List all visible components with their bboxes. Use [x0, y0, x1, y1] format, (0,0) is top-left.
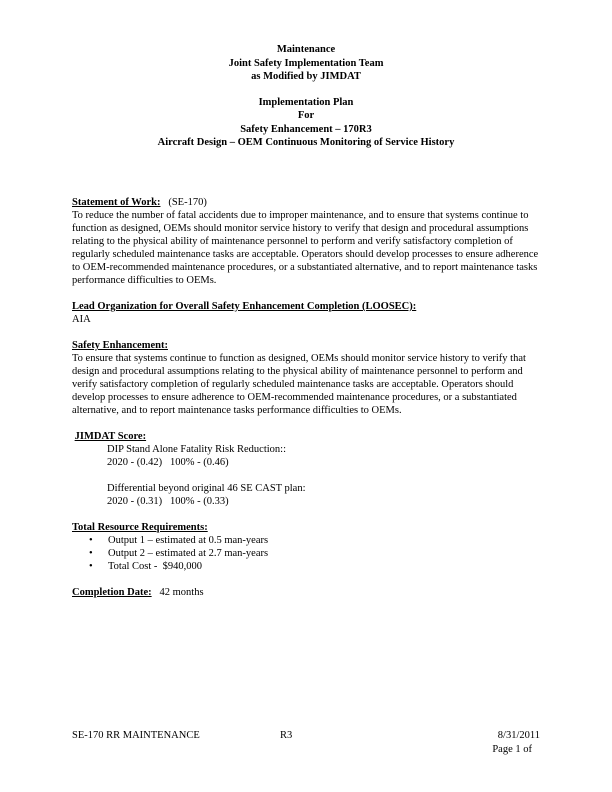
list-item — [72, 534, 542, 547]
jimdat-score-title — [72, 430, 542, 443]
jimdat-score-section — [72, 430, 542, 508]
statement-of-work-title — [72, 196, 542, 209]
completion-heading: Completion Date: — [72, 587, 152, 598]
resources-heading: Total Resource Requirements: — [72, 522, 208, 533]
jimdat-gap — [72, 469, 542, 482]
resources-section — [72, 521, 542, 573]
dip-label: DIP Stand Alone Fatality Risk Reduction:: — [107, 444, 286, 455]
document-header — [0, 43, 612, 150]
jimdat-score-heading: JIMDAT Score: — [74, 431, 147, 442]
footer-revision: R3 — [280, 730, 293, 741]
bullet-icon: • — [89, 548, 93, 559]
safety-enhancement-heading: Safety Enhancement: — [72, 340, 168, 351]
statement-of-work-heading: Statement of Work: — [72, 197, 161, 208]
bullet-icon: • — [89, 561, 93, 572]
document-body — [72, 196, 542, 612]
completion-section — [72, 586, 542, 599]
footer-date: 8/31/2011 — [497, 730, 540, 741]
lead-organization-section — [72, 300, 542, 326]
page-footer — [72, 729, 540, 757]
differential-label: Differential beyond original 46 SE CAST plan: — [107, 483, 306, 494]
list-item — [72, 547, 542, 560]
differential-value: 2020 - (0.31) 100% - (0.33) — [107, 496, 229, 507]
resources-list — [72, 534, 542, 573]
statement-of-work-section — [72, 196, 542, 287]
header-line-for: For — [297, 110, 315, 121]
bullet-icon: • — [89, 535, 93, 546]
completion-value: 42 months — [159, 587, 204, 598]
lead-organization-value: AIA — [72, 314, 91, 325]
lead-organization-heading: Lead Organization for Overall Safety Enhancement Completion (LOOSEC): — [72, 301, 417, 312]
resource-output-2: Output 2 – estimated at 2.7 man-years — [108, 548, 269, 559]
header-line-plan: Implementation Plan — [258, 96, 354, 108]
dip-value: 2020 - (0.42) 100% - (0.46) — [107, 457, 229, 468]
footer-page-number: Page 1 of — [492, 744, 532, 755]
resource-output-1: Output 1 – estimated at 0.5 man-years — [108, 535, 269, 546]
footer-doc-id: SE-170 RR MAINTENANCE — [72, 730, 200, 741]
safety-enhancement-section — [72, 339, 542, 417]
statement-of-work-code: (SE-170) — [168, 197, 207, 208]
header-gap — [0, 84, 612, 96]
resource-total-cost: Total Cost - $940,000 — [108, 561, 203, 572]
header-line-modified: as Modified by JIMDAT — [251, 71, 361, 82]
header-line-enhancement: Safety Enhancement – 170R3 — [240, 123, 372, 135]
list-item — [72, 560, 542, 573]
header-line-maintenance: Maintenance — [276, 44, 336, 55]
header-line-subject: Aircraft Design – OEM Continuous Monitoring of Service History — [157, 137, 455, 148]
statement-of-work-text: To reduce the number of fatal accidents due to improper maintenance, and to ensure that systems continue to function as designed, OEMs should monitor service history to verify that design and procedural assumptions relating to the physical ability of maintenance personnel to perform and verify satisfactory completion of regularly scheduled maintenance tasks are acceptable. Operators should develop processes to ensure adherence to OEM-recommended maintenance procedures, or a substantiated alternative, and to report maintenance tasks performance difficulties to OEMs. — [72, 210, 539, 286]
safety-enhancement-text: To ensure that systems continue to function as designed, OEMs should monitor service history to verify that design and procedural assumptions relating to the physical ability of maintenance personnel to perform and verify satisfactory completion of regularly scheduled maintenance tasks are acceptable. Operators should develop processes to ensure adherence to OEM-recommended maintenance procedures, or a substantiated alternative, and to report maintenance tasks performance difficulties to OEMs. — [72, 353, 526, 416]
header-line-team: Joint Safety Implementation Team — [228, 57, 384, 69]
